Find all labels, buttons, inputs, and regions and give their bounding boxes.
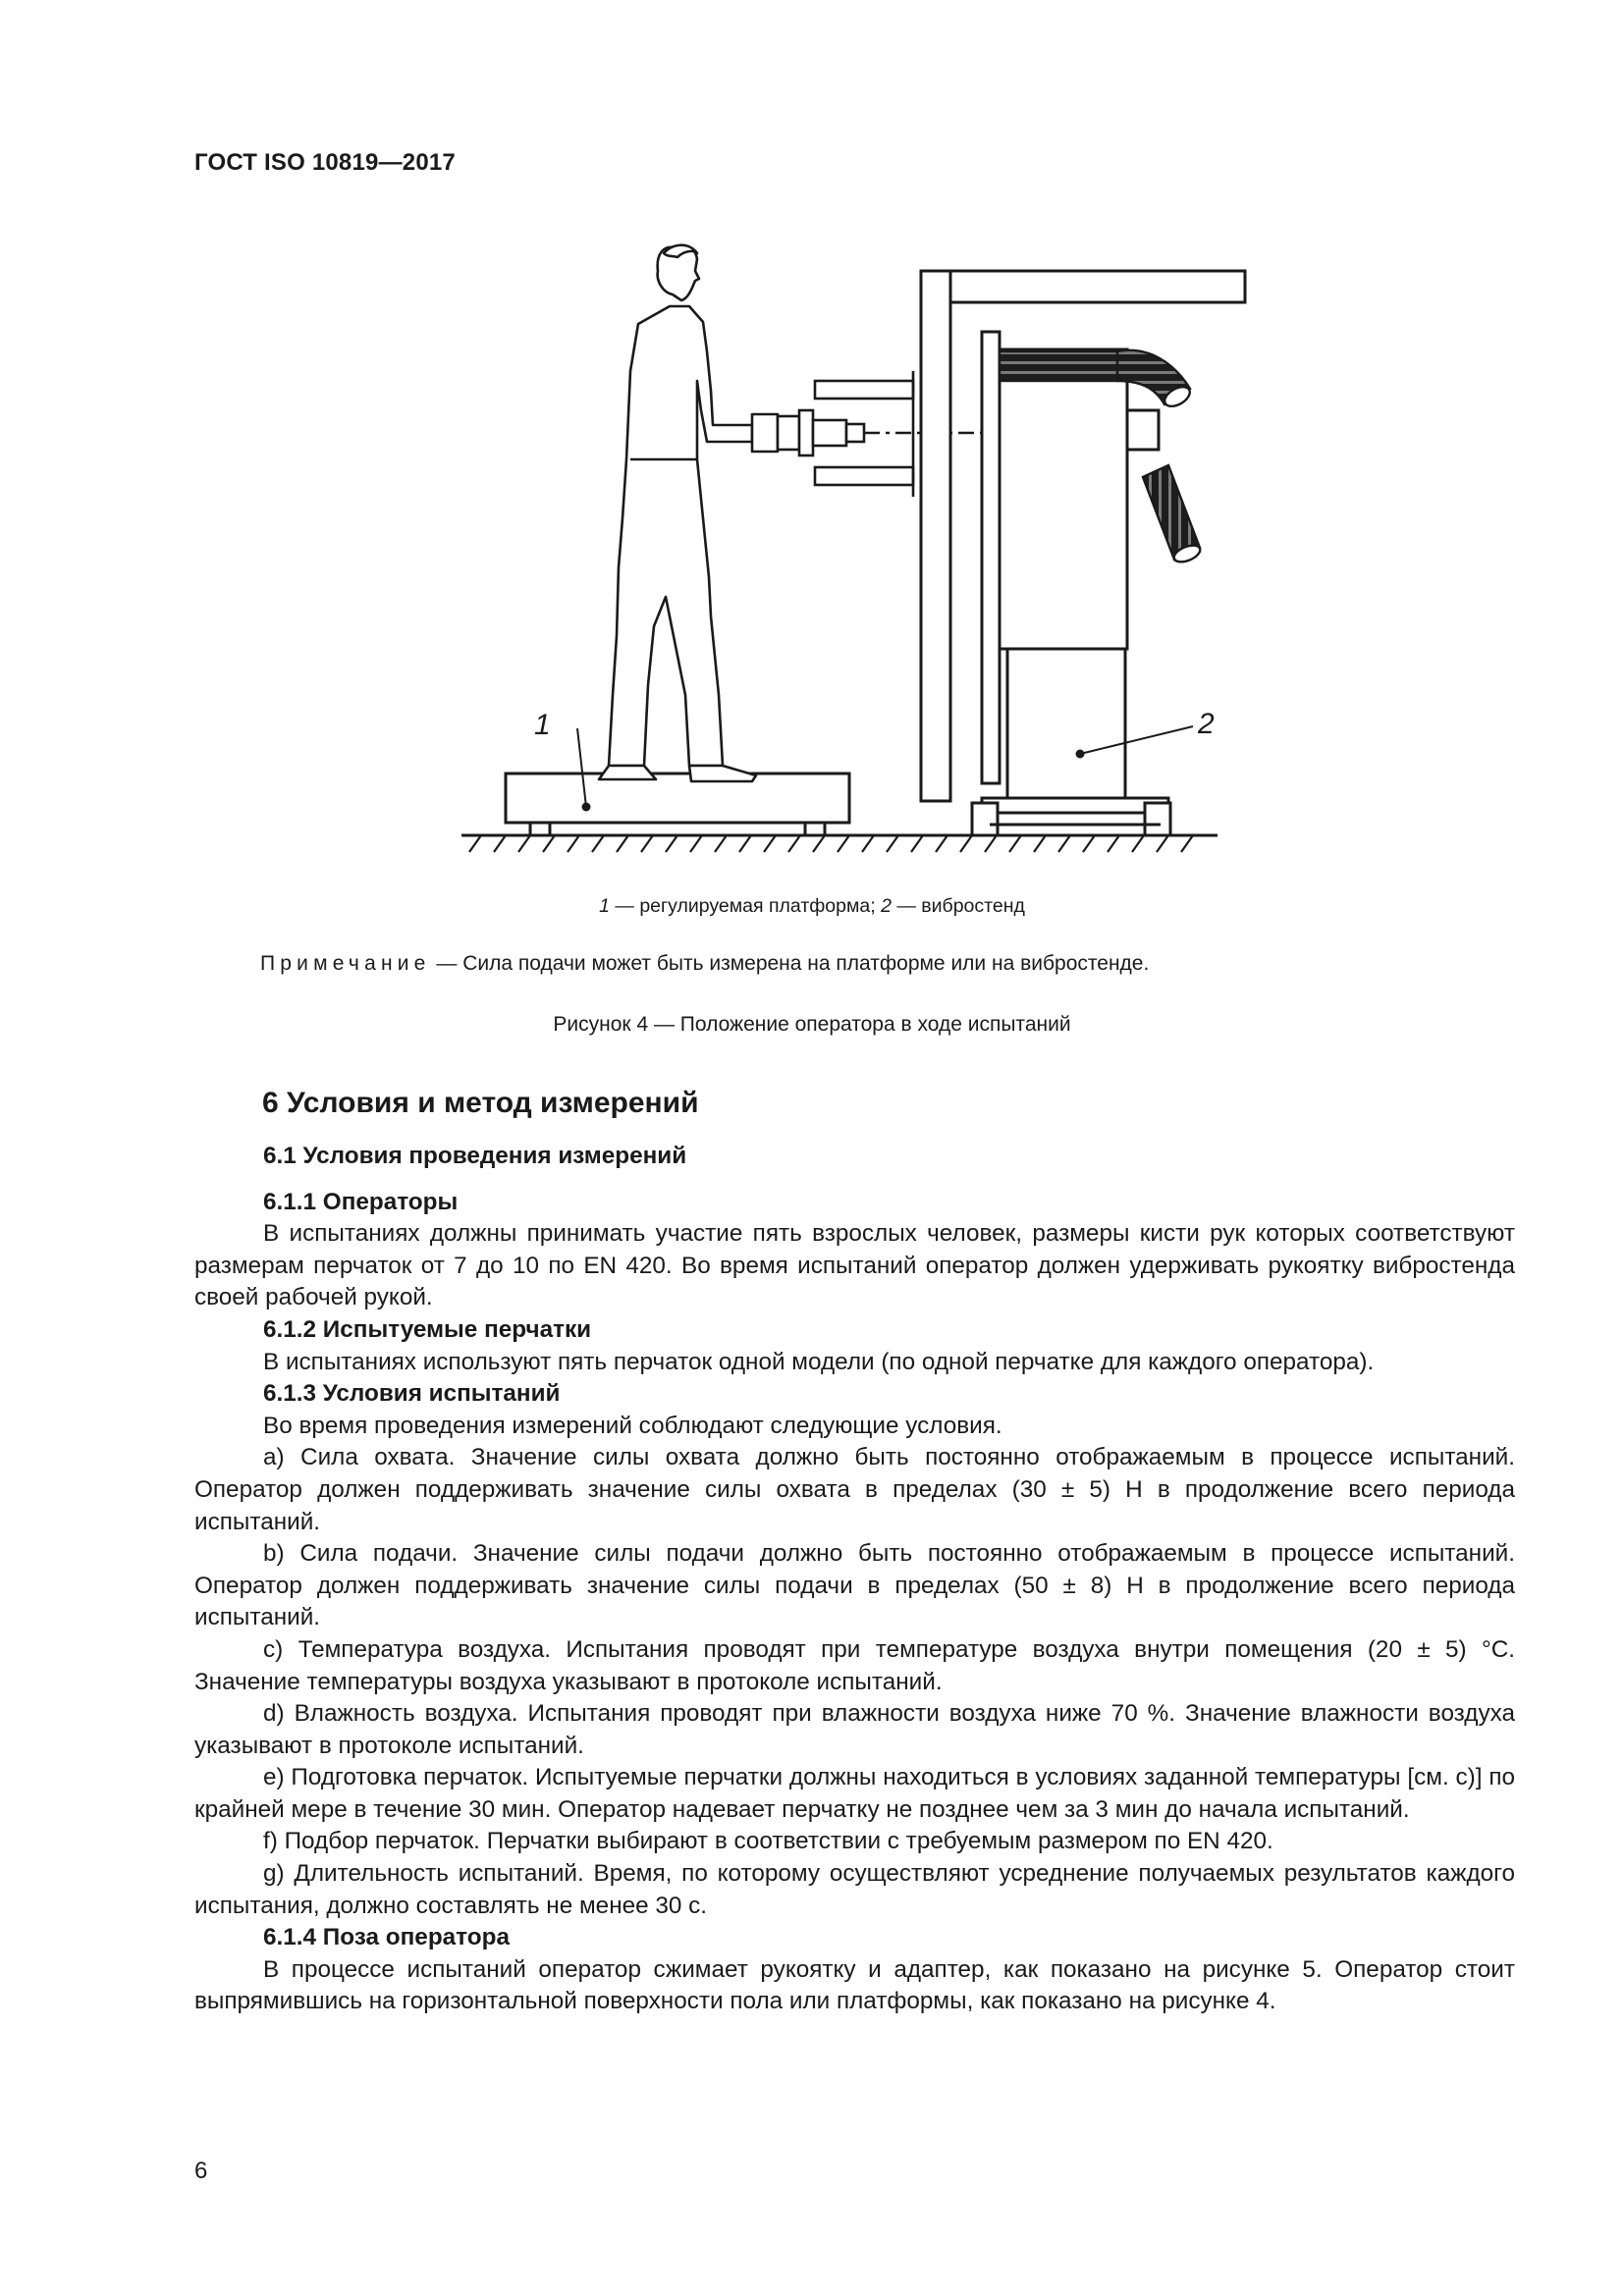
paragraph: В испытаниях должны принимать участие пять взрослых человек, размеры кисти рук которых соответствуют размерам перчаток от 7 до 10 по EN 420. Во время испытаний оператор должен удерживать рукоятку вибростенда своей рабочей рукой. (194, 1220, 1515, 1311)
operator-figure (599, 245, 778, 781)
subsection-title: 6.1 Условия проведения измерений (263, 1143, 687, 1169)
clause-heading: 6.1.1 Операторы (263, 1188, 459, 1215)
clause-heading: 6.1.4 Поза оператора (263, 1924, 510, 1951)
figure-caption: Рисунок 4 — Положение оператора в ходе испытаний (553, 1013, 1071, 1036)
paragraph: c) Температура воздуха. Испытания проводят при температуре воздуха внутри помещения (20 ± 5) °C. Значение температуры воздуха указывают в протоколе испытаний. (194, 1635, 1515, 1695)
callout-1: 1 (534, 709, 551, 741)
paragraph: g) Длительность испытаний. Время, по которому осуществляют усреднение получаемых результатов каждого испытания, должно составлять не менее 30 с. (194, 1860, 1515, 1919)
note-text: — Сила подачи может быть измерена на платформе или на вибростенде. (430, 952, 1150, 975)
legend-text-2: — вибростенд (891, 895, 1025, 917)
paragraph: В испытаниях используют пять перчаток одной модели (по одной перчатке для каждого оператора). (263, 1348, 1375, 1375)
paragraph: d) Влажность воздуха. Испытания проводят при влажности воздуха ниже 70 %. Значение влажности воздуха указывают в протоколе испытаний. (194, 1700, 1515, 1759)
figure-operator-position (461, 224, 1247, 872)
note-label: Примечание (260, 952, 431, 975)
paragraph: b) Сила подачи. Значение силы подачи должно быть постоянно отображаемым в процессе испытаний. Оператор должен поддерживать значение силы подачи в пределах (50 ± 8) Н в продолжение всего периода испытаний. (194, 1540, 1515, 1631)
platform (506, 774, 849, 835)
paragraph: В процессе испытаний оператор сжимает рукоятку и адаптер, как показано на рисунке 5. Оператор стоит выпрямившись на горизонтальной поверхности пола или платформы, как показано на рисунке 4. (194, 1955, 1515, 2015)
section-body (194, 1072, 1515, 2018)
callout-2: 2 (1198, 708, 1215, 740)
legend-num-2: 2 (881, 895, 892, 917)
figure-legend (0, 895, 1624, 918)
clause-heading: 6.1.2 Испытуемые перчатки (263, 1315, 592, 1343)
legend-text-1: — регулируемая платформа; (610, 895, 882, 917)
section-title: 6 Условия и метод измерений (262, 1087, 699, 1119)
clause-heading: 6.1.3 Условия испытаний (263, 1380, 561, 1408)
document-header: ГОСТ ISO 10819—2017 (194, 149, 456, 176)
paragraph: e) Подготовка перчаток. Испытуемые перчатки должны находиться в условиях заданной температуры [см. c)] по крайней мере в течение 30 мин. Оператор надевает перчатку не позднее чем за 3 мин до начала испытаний. (194, 1764, 1515, 1823)
section-blocks (194, 1187, 1515, 2018)
paragraph: Во время проведения измерений соблюдают следующие условия. (263, 1412, 1002, 1439)
page-number: 6 (194, 2158, 208, 2184)
legend-num-1: 1 (599, 895, 610, 917)
paragraph: f) Подбор перчаток. Перчатки выбирают в соответствии с требуемым размером по EN 420. (263, 1828, 1273, 1855)
figure-note (260, 952, 1149, 976)
paragraph: a) Сила охвата. Значение силы охвата должно быть постоянно отображаемым в процессе испытаний. Оператор должен поддерживать значение силы охвата в пределах (30 ± 5) Н в продолжение всего периода испытаний. (194, 1444, 1515, 1535)
floor (461, 835, 1218, 852)
